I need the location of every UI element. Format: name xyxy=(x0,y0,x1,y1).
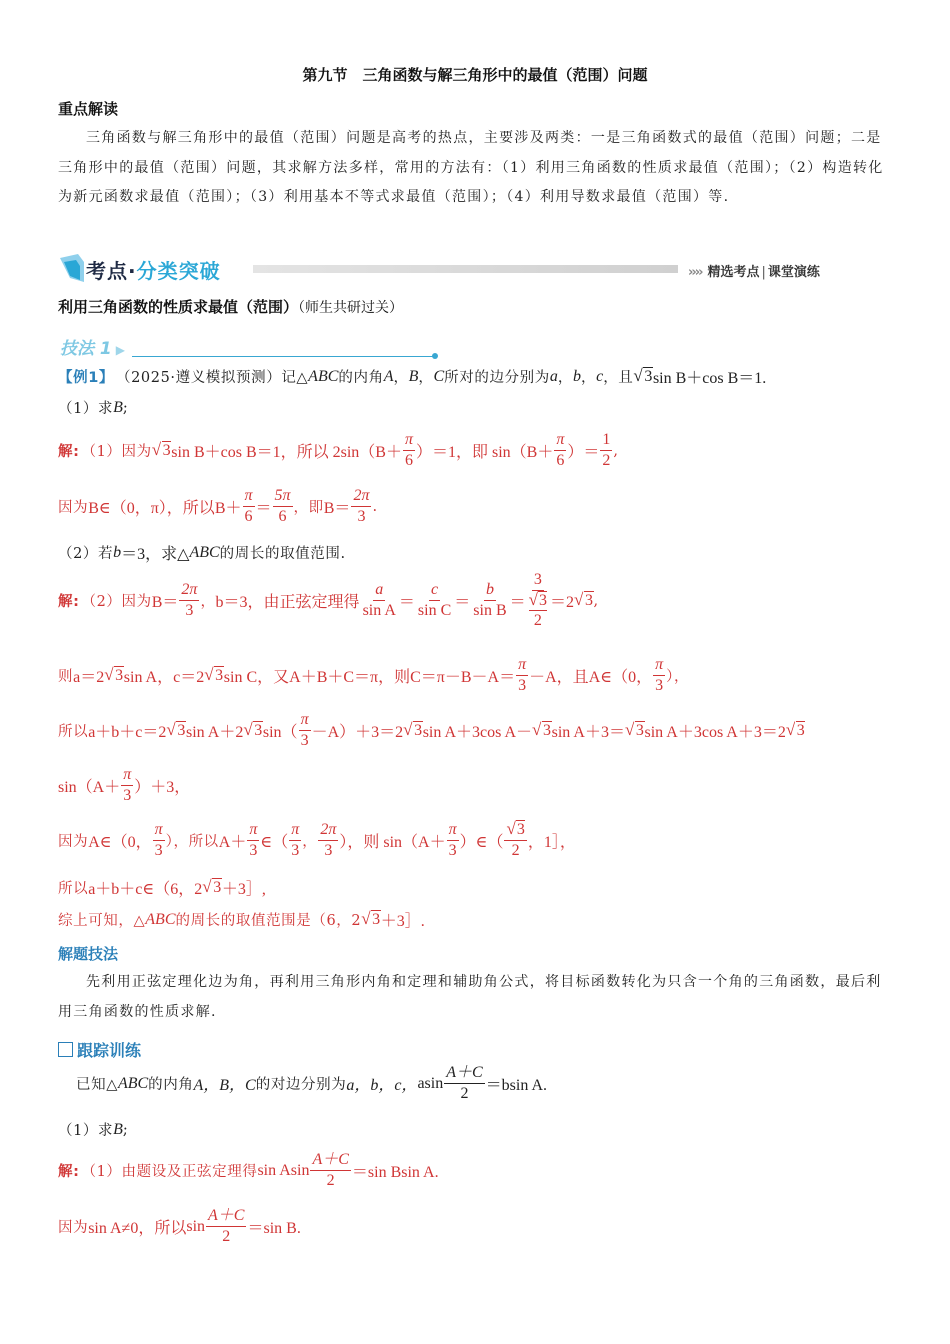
ex-text3: 所对的边分别为 xyxy=(444,370,550,386)
sol2-l1b: B＝ xyxy=(151,594,179,611)
sol1-l1e: , xyxy=(613,442,619,459)
sol2-three-k: 3 xyxy=(448,842,457,859)
sol1-frac-2pi3 xyxy=(351,486,371,527)
sol2-frac-pi3-c xyxy=(299,710,311,751)
sol1-two: 2 xyxy=(602,452,611,469)
sol2-frac-compound xyxy=(527,570,549,631)
sol2-l3a: 所以 xyxy=(58,724,89,740)
topic-heading xyxy=(58,296,403,317)
question-1 xyxy=(58,397,128,418)
sol2-fsinC: sin C xyxy=(417,602,452,619)
banner-right-a: 精选考点 xyxy=(707,265,760,280)
sol1-three: 3 xyxy=(357,508,366,525)
tr-two-a: 2 xyxy=(460,1085,469,1102)
sol2-frac-pi3-e xyxy=(153,820,165,861)
sol2-label: 解: xyxy=(58,594,80,610)
sol1-sqrt: 3 xyxy=(162,442,172,459)
sol2-l3d: sin（ xyxy=(262,724,298,741)
sol1-frac-5pi6 xyxy=(273,486,293,527)
sol2-sqrt-k: 3 xyxy=(516,821,525,838)
banner-separator: | xyxy=(761,265,766,280)
sol2-fsinA: sin A xyxy=(362,602,396,619)
sol2-three-c: 3 xyxy=(518,677,527,694)
sol2-three-a: 3 xyxy=(185,602,194,619)
sol2-l4b: ）＋3， xyxy=(134,779,191,796)
sol1-l2a: 因为 xyxy=(58,500,89,516)
sol1-six-c: 6 xyxy=(244,508,253,525)
banner-title-b: 分类突破 xyxy=(136,259,221,283)
method-heading: 解题技法 xyxy=(58,945,119,963)
ex-eq: sin B＋cos B＝1. xyxy=(652,370,767,387)
solution-2-line-1: 解: （2）因为 B＝ $\frac{2\pi}{3}$ ， b＝3，由正弦定理得 $\frac{a}{\text{sin A}}$ ＝ $\frac{c}{\text{sin C}}$ ＝ $\frac{b}{\text{sin B}}$ ＝ 3 √ 3 2 ＝2 √ 3 , xyxy=(58,571,599,629)
sol2-three-h: 3 xyxy=(249,842,258,859)
sol2-frac-pi3-d xyxy=(121,765,133,806)
training-problem xyxy=(76,1063,547,1104)
tr-frac-c xyxy=(206,1206,246,1247)
sol2-l3c: sin A＋2 xyxy=(185,724,244,741)
sol2-l5g: ），则 sin（A＋ xyxy=(339,834,446,851)
sol2-pi-f: π xyxy=(247,820,259,841)
intro-paragraph: 三角函数与解三角形中的最值（范围）问题是高考的热点，主要涉及两类：一是三角函数式的最值（范围）问题；二是三角形中的最值（范围）问题，其求解方法多样，常用的方法有：（1）利用三角函数的性质求最值（范围）；（2）构造转化为新元函数求最值（范围）；（3）利用基本不等式求最值（范围）；（4）利用导数求最值（范围）等. xyxy=(58,130,884,205)
page-title: 第九节 三角函数与解三角形中的最值（范围）问题 xyxy=(302,66,648,84)
sol2-l2e: sin C，又 xyxy=(223,669,290,686)
tr-p1d: A，B，C xyxy=(193,1077,256,1094)
tr-s1b: sin Asin xyxy=(257,1161,310,1179)
sol2-l7a: 综上可知，△ xyxy=(58,913,146,929)
sol2-sqrt-m: 3 xyxy=(372,911,381,928)
ex-text2: 的内角 xyxy=(338,370,384,386)
sol2-sqrt-c: 3 xyxy=(115,667,124,684)
badge-label: 技法 1 xyxy=(60,339,112,359)
sol2-pi-b: π xyxy=(653,655,665,676)
q2-abc: ABC xyxy=(189,543,220,561)
sol1-l2g: . xyxy=(372,498,378,515)
badge-underline xyxy=(132,356,435,357)
tr-s2c: sin xyxy=(186,1217,206,1235)
section-banner xyxy=(58,252,858,286)
example-source: （2025·遵义模拟预测） xyxy=(116,370,282,386)
q2-eq: ＝3，求△ xyxy=(121,546,190,563)
sol2-l5a: 因为 xyxy=(58,834,89,850)
sol2-twosqrt: ＝2 xyxy=(549,594,574,611)
sol2-l6a: 所以 xyxy=(58,881,89,897)
q2-text: （2）若 xyxy=(58,546,114,562)
tr-p1e: 的对边分别为 xyxy=(255,1077,347,1093)
tr-q1: （1）求 xyxy=(58,1123,114,1139)
sol2-l2h: －A，且 xyxy=(529,669,589,686)
sol2-twopi-b: 2π xyxy=(318,820,338,841)
sol1-l2e: ，即 xyxy=(293,500,324,516)
sol2-l3h: sin A＋3cos A＋3＝2 xyxy=(644,724,786,741)
sol2-l5d: A＋ xyxy=(218,834,247,851)
sol2-three-i: 3 xyxy=(291,842,300,859)
topic-note: （师生共研过关） xyxy=(298,300,404,316)
sol2-frac-2pi3 xyxy=(179,580,199,621)
sol1-fivepi: 5π xyxy=(273,486,293,507)
sol2-three-d: 3 xyxy=(655,677,664,694)
sol2-l3b: a＋b＋c＝2 xyxy=(88,724,167,741)
sol2-l7b: ABC xyxy=(145,910,176,928)
sol2-sqrt-e: 3 xyxy=(177,722,186,739)
sol2-pi-a: π xyxy=(516,655,528,676)
tr-s1label: 解: xyxy=(58,1164,80,1180)
sol2-l5f: ， xyxy=(302,834,318,850)
training-question-1 xyxy=(58,1119,128,1140)
sol2-two-b: 2 xyxy=(511,842,520,859)
sol2-sqrt-j: 3 xyxy=(796,722,806,739)
sol1-l1c: ）＝1，即 sin（B＋ xyxy=(416,444,554,461)
example-tag: 【例1】 xyxy=(58,370,114,386)
solution-2-line-3: 所以 a＋b＋c＝2 √ 3 sin A＋2 √ 3 sin（ $\frac{\pi}{3}$ －A）＋3＝2 √ 3 sin A＋3cos A－ √ 3 sin A＋3＝ √ 3 sin A＋3cos A＋3＝2 √ 3 xyxy=(58,711,806,749)
banner-title xyxy=(86,255,221,284)
banner-corner-icon xyxy=(58,252,88,286)
sol2-l2a: 则 xyxy=(58,669,74,685)
q1-end: ; xyxy=(122,399,129,416)
solution-1-line-1: 解: （1）因为 √ 3 sin B＋cos B＝1，所以 2sin（B＋ $\frac{\pi}{6}$ ）＝1，即 sin（B＋ $\frac{\pi}{6}$ ）＝ $\frac{1}{2}$ , xyxy=(58,431,619,469)
sol2-eq1: ＝ xyxy=(398,594,415,611)
question-2 xyxy=(58,541,346,564)
tr-p1a: 已知△ xyxy=(76,1077,118,1093)
ex-comma1: ， xyxy=(393,370,409,386)
sol2-l2b: a＝2 xyxy=(73,669,105,686)
tr-frac-a xyxy=(444,1063,484,1104)
solution-2-line-4 xyxy=(58,765,190,806)
sol1-l2b: B∈（0，π），所以 xyxy=(88,500,215,517)
sol2-three-e: 3 xyxy=(300,732,309,749)
sol1-frac-half xyxy=(600,430,612,471)
sol2-three-j: 3 xyxy=(324,842,333,859)
tr-s2d: ＝sin B. xyxy=(247,1220,301,1237)
ex-text4: ，且 xyxy=(603,370,634,386)
sol1-l1a: （1）因为 xyxy=(81,444,152,460)
sol2-frac-c-sinC xyxy=(416,580,453,621)
sol2-frac-a-sinA xyxy=(361,580,398,621)
sol2-l1a: （2）因为 xyxy=(81,594,152,610)
tr-p1h: ＝bsin A. xyxy=(485,1077,548,1094)
sol2-end1: , xyxy=(593,592,599,609)
ex-text1: 记△ xyxy=(281,370,309,386)
sol1-pi-c: π xyxy=(243,486,255,507)
sol2-pi-d: π xyxy=(121,765,133,786)
ex-sqrt-val: 3 xyxy=(644,368,653,385)
sol2-frac-b-sinB xyxy=(471,580,508,621)
sol2-eq3: ＝ xyxy=(509,594,526,611)
sol2-sqrt-l: 3 xyxy=(213,879,222,896)
solution-2-line-7: 综上可知，△ ABC 的周长的取值范围是（6，2 √ 3 ＋3］. xyxy=(58,909,425,930)
tr-AC-c: A＋C xyxy=(206,1206,246,1227)
tr-two-b: 2 xyxy=(326,1172,335,1189)
tr-p1g: asin xyxy=(417,1074,444,1092)
sol1-one: 1 xyxy=(600,430,612,451)
sol2-frac-pi3-a xyxy=(516,655,528,696)
sol2-l2d: c＝2 xyxy=(173,669,205,686)
sol2-three-g: 3 xyxy=(154,842,163,859)
sol2-frac-pi3-f xyxy=(247,820,259,861)
sol2-pi-g: π xyxy=(289,820,301,841)
sol2-l1c: ， xyxy=(200,594,216,610)
ex-c: c xyxy=(596,367,604,385)
sol2-fsinB: sin B xyxy=(473,602,507,619)
sol2-l5b: A∈（0， xyxy=(88,834,152,851)
sol1-six-b: 6 xyxy=(556,452,565,469)
sol1-l2d: ＝ xyxy=(255,500,272,517)
sol2-sqrt-g: 3 xyxy=(414,722,423,739)
sol2-sqrt-f: 3 xyxy=(254,722,263,739)
sol2-l5h: ）∈（ xyxy=(459,834,504,851)
example-statement: 【例1】 （2025·遵义模拟预测） 记△ ABC 的内角 A ， B ， C 所对的边分别为 a ， b ， c ，且 √ 3 sin B＋cos B＝1. xyxy=(58,366,767,387)
sol2-frac-pi3-h xyxy=(447,820,459,861)
tr-AC-a: A＋C xyxy=(444,1063,484,1084)
ex-b: b xyxy=(572,367,581,385)
badge-dot xyxy=(432,353,438,359)
sol2-sqrt-b: 3 xyxy=(584,592,594,609)
sol2-l2g: C＝π－B－A＝ xyxy=(410,669,516,686)
sol2-frac-sqrt3-2: √ 3 2 xyxy=(506,819,525,859)
tr-q1c: ; xyxy=(122,1121,129,1138)
ex-C: C xyxy=(433,367,445,385)
sol2-l2i: A∈（0， xyxy=(588,669,653,686)
sol1-frac-pi6-a xyxy=(403,430,415,471)
sol1-six-d: 6 xyxy=(278,508,287,525)
sol2-pi-e: π xyxy=(153,820,165,841)
sol2-fa: a xyxy=(373,580,385,601)
sol1-l1b: sin B＋cos B＝1，所以 2sin（B＋ xyxy=(171,444,402,461)
banner-right-b: 课堂演练 xyxy=(767,265,820,280)
sol2-sqrt-h: 3 xyxy=(542,722,552,739)
checkbox-icon xyxy=(58,1042,73,1057)
sol2-pi-c: π xyxy=(299,710,311,731)
tr-AC-b: A＋C xyxy=(310,1150,350,1171)
tr-p1f: a，b，c， xyxy=(346,1077,418,1094)
sol1-pi-b: π xyxy=(554,430,566,451)
sol2-l2f: A＋B＋C＝π，则 xyxy=(289,669,411,686)
sol1-pi-a: π xyxy=(403,430,415,451)
sol2-three-f: 3 xyxy=(123,787,132,804)
sol2-l5e: ∈（ xyxy=(260,834,289,851)
sol2-l6c: ＋3］, xyxy=(221,881,266,898)
sol2-l6b: a＋b＋c∈（6，2 xyxy=(88,881,203,898)
sol1-frac-pi6-c xyxy=(243,486,255,527)
sol2-l3g: sin A＋3＝ xyxy=(551,724,625,741)
sol2-l4a: sin（A＋ xyxy=(58,779,121,796)
q1-text: （1）求 xyxy=(58,401,114,417)
sol2-fb: b xyxy=(484,580,496,601)
sol2-sqrt-i: 3 xyxy=(635,722,645,739)
sol2-eq2: ＝ xyxy=(454,594,471,611)
ex-comma2: ， xyxy=(418,370,434,386)
banner-title-a: 考点 xyxy=(86,259,128,283)
banner-dot: · xyxy=(128,259,137,283)
badge-arrow-icon: ▶ xyxy=(115,343,125,357)
sol2-sqrt-a: 3 xyxy=(538,592,547,609)
sol1-frac-pi6-b xyxy=(554,430,566,471)
tr-p1b: ABC xyxy=(117,1074,149,1092)
tr-s2a: 因为 xyxy=(58,1220,89,1236)
tr-s1c: ＝sin Bsin A. xyxy=(351,1164,439,1181)
tr-q1b: B xyxy=(113,1120,123,1138)
sol2-l7d: ＋3］. xyxy=(380,913,425,930)
banner-bar xyxy=(253,265,678,273)
sol2-frac-pi3-b xyxy=(653,655,665,696)
training-heading xyxy=(58,1038,141,1061)
sol2-twopi: 2π xyxy=(179,580,199,601)
topic-heading-text: 利用三角函数的性质求最值（范围） xyxy=(58,298,299,316)
method-paragraph: 先利用正弦定理化边为角，再利用三角形内角和定理和辅助角公式，将目标函数转化为只含一个角的三角函数，最后利用三角函数的性质求解. xyxy=(58,974,882,1020)
q2-b: b xyxy=(113,543,122,561)
sol1-twopi: 2π xyxy=(351,486,371,507)
tr-s1a: （1）由题设及正弦定理得 xyxy=(81,1164,258,1180)
ex-sqrt: √ 3 xyxy=(633,366,653,385)
sol2-frac-pi3-g xyxy=(289,820,301,861)
training-heading-text: 跟踪训练 xyxy=(77,1041,142,1060)
banner-right xyxy=(688,261,820,280)
sol2-l2j: ）， xyxy=(666,669,690,685)
technique-badge xyxy=(60,334,125,359)
key-points-heading: 重点解读 xyxy=(58,100,119,118)
sol2-l1d: b＝3，由正弦定理得 xyxy=(215,594,360,611)
training-solution-line-2 xyxy=(58,1206,301,1247)
sol1-l2c: B＋ xyxy=(214,500,242,517)
ex-B: B xyxy=(408,367,419,385)
sol2-three-b: 3 xyxy=(532,570,544,591)
sol2-fc: c xyxy=(429,580,440,601)
chevrons-icon: ›››› xyxy=(688,265,702,280)
sol1-l1d: ）＝ xyxy=(567,444,600,461)
sol2-l5i: ，1］， xyxy=(527,834,576,851)
tr-two-c: 2 xyxy=(222,1228,231,1245)
tr-s2b: sin A≠0，所以 xyxy=(88,1220,187,1237)
solution-2-line-2: 则 a＝2 √ 3 sin A， c＝2 √ 3 sin C，又 A＋B＋C＝π，则 C＝π－B－A＝ $\frac{\pi}{3}$ －A，且 A∈（0， $\frac{\pi}{3}$ ）， xyxy=(58,656,690,694)
solution-2-line-6: 所以 a＋b＋c∈（6，2 √ 3 ＋3］, xyxy=(58,877,266,898)
sol2-l7c: 的周长的取值范围是（6，2 xyxy=(175,913,362,929)
sol2-frac-2pi3-b xyxy=(318,820,338,861)
sol2-l2c: sin A， xyxy=(123,669,174,686)
sol2-l3f: sin A＋3cos A－ xyxy=(422,724,533,741)
sol2-compound-den: √ 3 2 xyxy=(528,590,547,629)
tr-p1c: 的内角 xyxy=(148,1077,194,1093)
sol2-pi-h: π xyxy=(447,820,459,841)
ex-abc: ABC xyxy=(308,367,339,385)
ex-a: a xyxy=(549,367,558,385)
ex-A: A xyxy=(383,367,394,385)
sol1-label: 解: xyxy=(58,444,80,460)
sol1-l2f: B＝ xyxy=(323,500,351,517)
solution-2-line-5 xyxy=(58,820,576,861)
sol1-six-a: 6 xyxy=(404,452,413,469)
q2-end: 的周长的取值范围. xyxy=(219,546,346,562)
q1-B: B xyxy=(113,398,123,416)
solution-1-line-2 xyxy=(58,486,378,527)
sol2-l3e: －A）＋3＝2 xyxy=(311,724,404,741)
sol2-l5c: ），所以 xyxy=(165,834,219,850)
training-solution-line-1 xyxy=(58,1150,439,1191)
sol2-two: 2 xyxy=(533,612,542,629)
tr-frac-b xyxy=(310,1150,350,1191)
sol2-sqrt-d: 3 xyxy=(215,667,224,684)
